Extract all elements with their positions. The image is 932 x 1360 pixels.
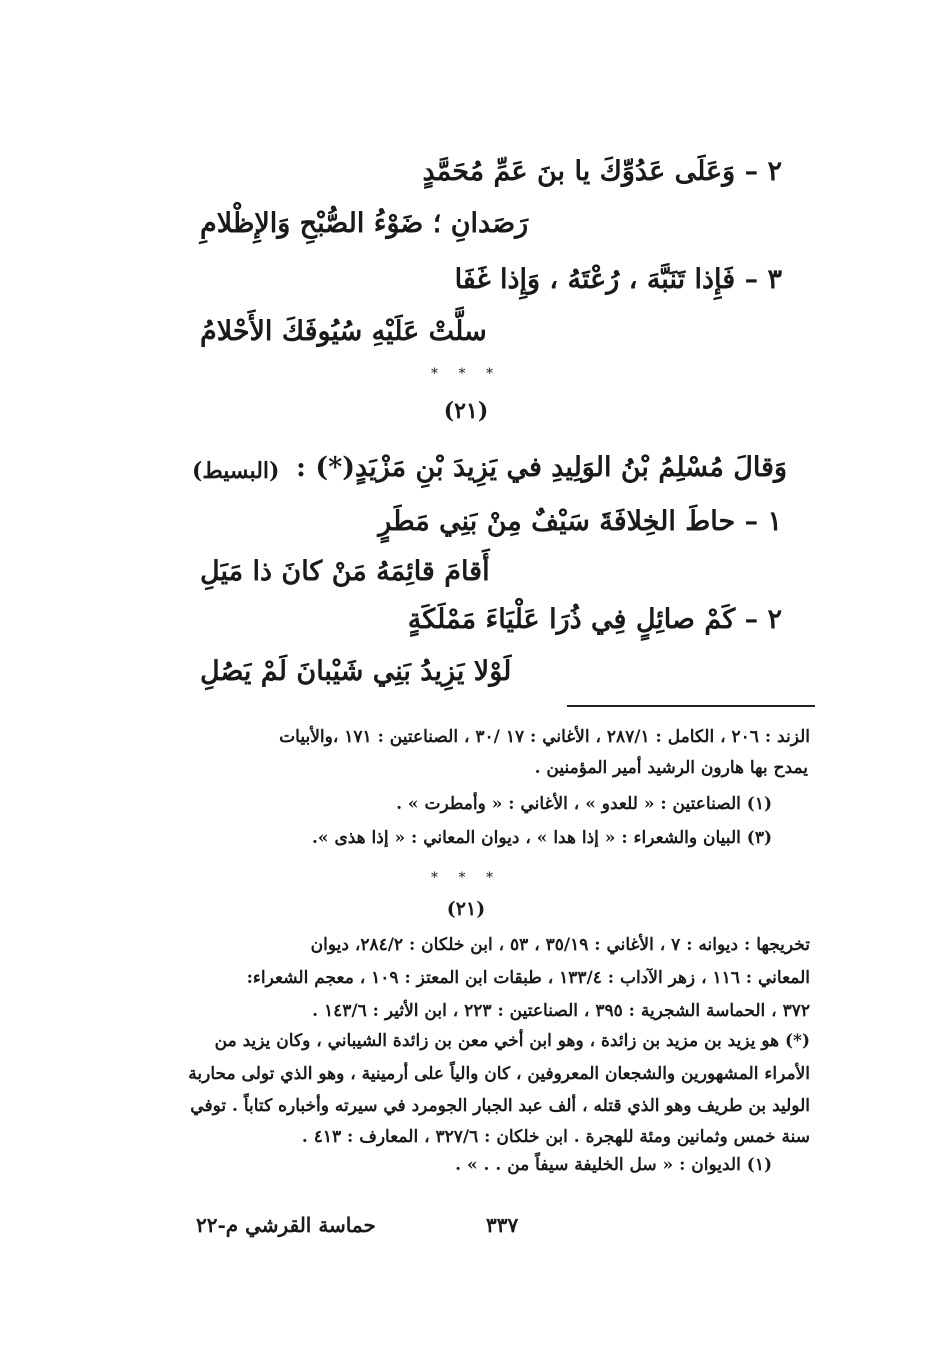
poem2-verse1-first-hemistich: ١ – حاطَ الخِلافَةَ سَيْفٌ مِنْ بَنِي مَطَرٍ — [378, 506, 782, 537]
notes-poem-number: (٢١) — [446, 898, 486, 920]
footnote-variant-1: (١) الصناعتين : « للعدو » ، الأغاني : « وأمطرت » . — [396, 794, 772, 814]
footnote-bio-line4: سنة خمس وثمانين ومئة للهجرة . ابن خلكان : ٣٢٧/٦ ، المعارف : ٤١٣ . — [301, 1127, 810, 1147]
poem1-verse2-first-hemistich: ٢ – وَعَلَى عَدُوِّكَ يا بنَ عَمِّ مُحَمَّدٍ — [422, 156, 782, 187]
poem2-verse2-first-hemistich: ٢ – كَمْ صائِلٍ فِي ذُرَا عَلْيَاءَ مَمْلَكَةٍ — [407, 604, 782, 635]
poem2-verse2-second-hemistich: لَوْلا يَزِيدُ بَنِي شَيْبانَ لَمْ يَصُلِ — [200, 656, 512, 687]
poem2-verse1-second-hemistich: أَقامَ قائِمَهُ مَنْ كانَ ذا مَيَلِ — [200, 556, 490, 587]
footnote-takhrij-line1: تخريجها : ديوانه : ٧ ، الأغاني : ٣٥/١٩ ، ٥٣ ، ابن خلكان : ٢٨٤/٢، ديوان — [310, 935, 810, 955]
footnote-variant-3: (٣) البيان والشعراء : « إذا هدا » ، ديوان المعاني : « إذا هذى ». — [311, 828, 772, 848]
footnote-bio-line1: (*) هو يزيد بن مزيد بن زائدة ، وهو ابن أخي معن بن زائدة الشيباني ، وكان يزيد من — [214, 1031, 810, 1051]
footnote-divider — [567, 705, 815, 707]
poem1-verse3-first-hemistich: ٣ – فَإِذا تَنَبَّهَ ، رُعْتَهُ ، وَإِذا غَفَا — [454, 264, 782, 295]
footnote-bio-line2: الأمراء المشهورين والشجعان المعروفين ، كان والياً على أرمينية ، وهو الذي تولى محاربة — [188, 1064, 810, 1084]
poem1-verse3-second-hemistich: سلَّتْ عَلَيْهِ سُيُوفَكَ الأَحْلامُ — [200, 316, 487, 347]
footnote-bio-line3: الوليد بن طريف وهو الذي قتله ، ألف عبد الجبار الجومرد في سيرته وأخباره كتاباً . توفي — [190, 1096, 810, 1116]
page-number: ٣٣٧ — [486, 1213, 519, 1237]
footnote-sources-line2: يمدح بها هارون الرشيد أمير المؤمنين . — [534, 758, 808, 778]
section-separator: * * * — [431, 366, 501, 382]
footnote-takhrij-line2: المعاني : ١١٦ ، زهر الآداب : ١٣٣/٤ ، طبقات ابن المعتز : ١٠٩ ، معجم الشعراء: — [246, 968, 810, 988]
footnote-takhrij-line3: ٣٧٢ ، الحماسة الشجرية : ٣٩٥ ، الصناعتين : ٢٢٣ ، ابن الأثير : ١٤٣/٦ . — [312, 1001, 810, 1021]
footnote-diwan-variant: (١) الديوان : « سل الخليفة سيفاً من . . » . — [455, 1155, 772, 1175]
notes-separator: * * * — [431, 870, 501, 886]
book-signature: حماسة القرشي م-٢٢ — [196, 1213, 376, 1237]
poem-meter: (البسيط) — [192, 458, 280, 484]
poem-number: (٢١) — [443, 398, 489, 424]
poem-intro: وَقالَ مُسْلِمُ بْنُ الوَلِيدِ في يَزِيدَ بْنِ مَزْيَدٍ(*) : — [296, 452, 787, 483]
poem1-verse2-second-hemistich: رَصَدانِ ؛ ضَوْءُ الصُّبْحِ وَالإِظْلامِ — [200, 208, 529, 239]
footnote-sources-line1: الزند : ٢٠٦ ، الكامل : ٢٨٧/١ ، الأغاني : ١٧ /٣٠ ، الصناعتين : ١٧١ ،والأبيات — [279, 727, 810, 747]
